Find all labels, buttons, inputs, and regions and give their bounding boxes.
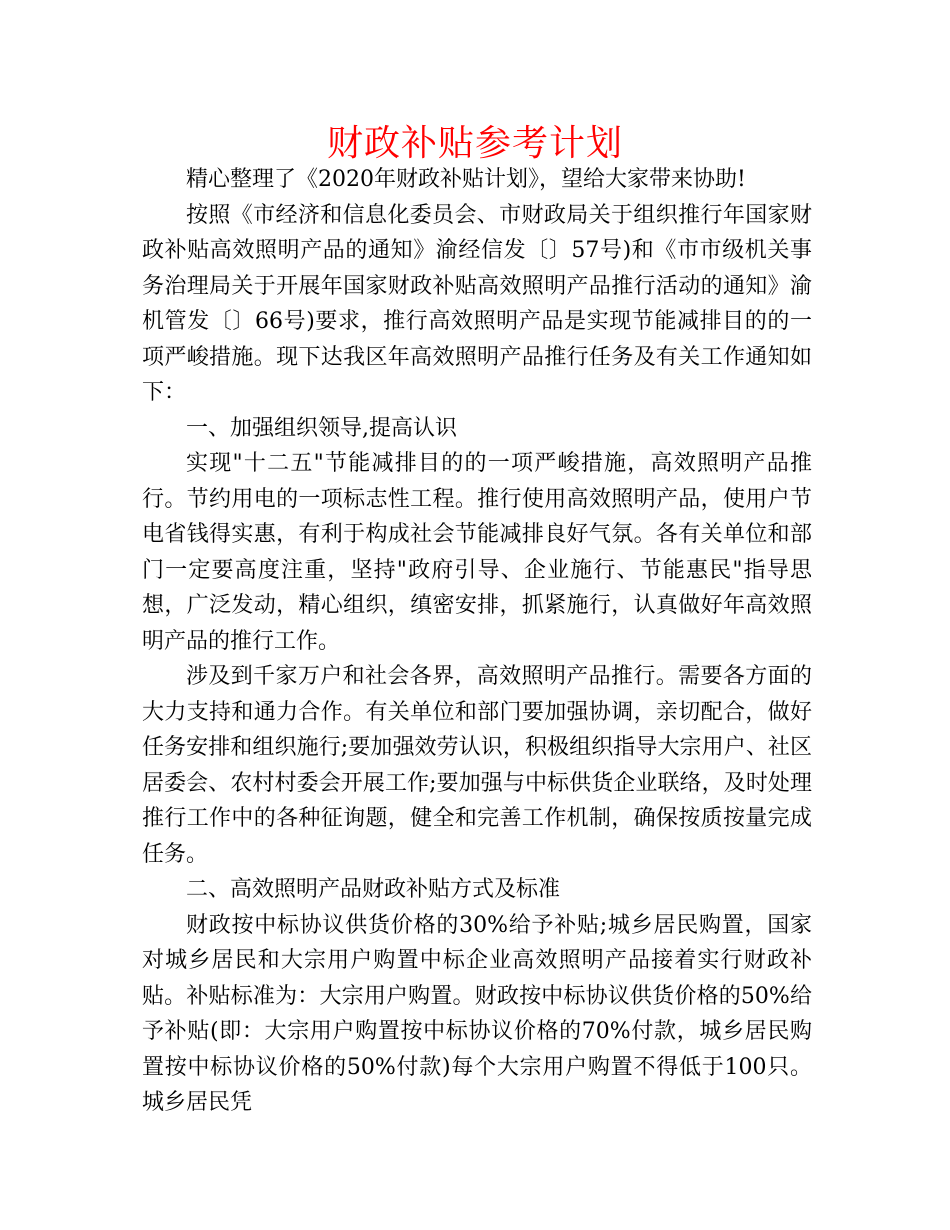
paragraph-section-1a: 实现"十二五"节能减排目的的一项严峻措施，高效照明产品推行。节约用电的一项标志性工程。推行使用高效照明产品，使用户节电省钱得实惠，有利于构成社会节能减排良好气氛。各有关单位和部门一定要高度注重，坚持"政府引导、企业施行、节能惠民"指导思想，广泛发动，精心组织，缜密安排，抓紧施行，认真做好年高效照明产品的推行工作。 xyxy=(142,451,812,654)
paragraph-section-1b: 涉及到千家万户和社会各界，高效照明产品推行。需要各方面的大力支持和通力合作。有关单位和部门要加强协调，亲切配合，做好任务安排和组织施行;要加强效劳认识，积极组织指导大宗用户、社区居委会、农村村委会开展工作;要加强与中标供货企业联络，及时处理推行工作中的各种征询题，健全和完善工作机制，确保按质按量完成任务。 xyxy=(142,664,812,867)
paragraph-intro: 精心整理了《2020年财政补贴计划》，望给大家带来协助! xyxy=(186,167,746,192)
paragraph-basis: 按照《市经济和信息化委员会、市财政局关于组织推行年国家财政补贴高效照明产品的通知》渝经信发〔〕57号)和《市市级机关事务治理局关于开展年国家财政补贴高效照明产品推行活动的通知》渝机管发〔〕66号)要求，推行高效照明产品是实现节能减排目的的一项严峻措施。现下达我区年高效照明产品推行任务及有关工作通知如下： xyxy=(142,202,812,405)
document-body xyxy=(142,162,812,1121)
section-heading-2: 二、高效照明产品财政补贴方式及标准 xyxy=(186,877,561,902)
section-heading-1: 一、加强组织领导,提高认识 xyxy=(186,415,457,441)
document-title: 财政补贴参考计划 xyxy=(326,123,623,164)
paragraph-section-2a: 财政按中标协议供货价格的30%给予补贴;城乡居民购置，国家对城乡居民和大宗用户购置中标企业高效照明产品接着实行财政补贴。补贴标准为：大宗用户购置。财政按中标协议供货价格的50%给予补贴(即：大宗用户购置按中标协议价格的70%付款，城乡居民购置按中标协议价格的50%付款)每个大宗用户购置不得低于100只。城乡居民凭 xyxy=(142,912,812,1115)
